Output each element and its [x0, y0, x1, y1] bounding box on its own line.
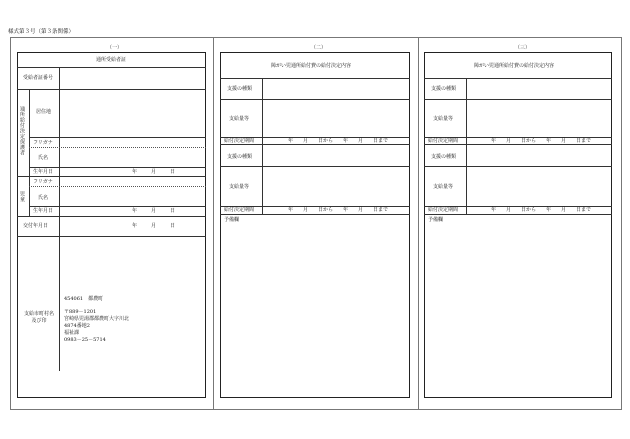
child-birth-year: 年 — [132, 208, 138, 214]
p2-service-type-label-1: 支援の種類 — [227, 86, 253, 92]
p2-remarks-label: 予備欄 — [224, 217, 240, 223]
p2-service-type-label-2: 支援の種類 — [227, 154, 253, 160]
p3-service-type-label-1: 支援の種類 — [431, 86, 457, 92]
p2-decision-period-label-1: 給付決定期間 — [224, 138, 255, 144]
panel-divider-2 — [418, 37, 419, 410]
p3-decision-period-label-2: 給付決定期間 — [428, 207, 459, 213]
issuer-address2: 4874番地2 — [64, 323, 90, 329]
p3-period-text-1: 年 月 日から 年 月 日まで — [491, 138, 592, 144]
p3-supply-amount-label-1: 支給量等 — [433, 116, 454, 122]
panel-2-heading: 障がい児通所給付費の給付決定内容 — [271, 63, 352, 69]
municipality-label: 支給市町村名及び印 — [23, 311, 54, 324]
issuer-address: 宮崎県児湯郡都農町大字川北 — [64, 316, 130, 322]
guardian-name-label: 氏名 — [38, 155, 49, 161]
p2-supply-amount-label-2: 支給量等 — [229, 184, 250, 190]
child-name-label: 氏名 — [38, 195, 49, 201]
p2-decision-period-label-2: 給付決定期間 — [224, 207, 255, 213]
issuer-department: 福祉課 — [64, 330, 80, 336]
p2-supply-amount-label-1: 支給量等 — [229, 116, 250, 122]
child-birth-month: 月 — [151, 208, 157, 214]
issuer-code-town: 454061 都農町 — [64, 296, 104, 302]
panel-2-box — [220, 52, 410, 398]
panel-3-number: （三） — [515, 45, 531, 51]
child-furigana-label: フリガナ — [33, 179, 53, 185]
p2-period-text-2: 年 月 日から 年 月 日まで — [288, 207, 389, 213]
panel-1-number: （一） — [107, 45, 123, 51]
p3-decision-period-label-1: 給付決定期間 — [428, 138, 459, 144]
panel-2-number: （二） — [311, 45, 327, 51]
p3-remarks-label: 予備欄 — [428, 217, 444, 223]
address-label: 居住地 — [36, 109, 52, 115]
child-birth-day: 日 — [170, 208, 176, 214]
panel-3-heading: 障がい児通所給付費の給付決定内容 — [474, 63, 555, 69]
form-title: 様式第３号（第３条関係） — [8, 29, 75, 35]
guardian-birth-month: 月 — [151, 169, 157, 175]
child-birthdate-label: 生年月日 — [33, 208, 54, 214]
issuer-postal: 〒889－1201 — [64, 309, 97, 315]
issuer-phone: 0983－25－5714 — [64, 337, 106, 343]
recipient-number-label: 受給者証番号 — [23, 75, 54, 81]
panel-divider-1 — [213, 37, 214, 410]
p2-period-text-1: 年 月 日から 年 月 日まで — [288, 138, 389, 144]
issue-date-label: 交付年月日 — [23, 223, 49, 229]
issue-month: 月 — [151, 223, 157, 229]
guardian-section-label: 通所給付決定保護者 — [19, 106, 25, 156]
guardian-birth-year: 年 — [132, 169, 138, 175]
issue-day: 日 — [170, 223, 176, 229]
p3-supply-amount-label-2: 支給量等 — [433, 184, 454, 190]
child-section-label: 児童 — [19, 191, 25, 202]
guardian-birthdate-label: 生年月日 — [33, 169, 54, 175]
panel-1-heading: 通所受給者証 — [96, 57, 127, 63]
issue-year: 年 — [132, 223, 138, 229]
guardian-birth-day: 日 — [170, 169, 176, 175]
p3-service-type-label-2: 支援の種類 — [431, 154, 457, 160]
p3-period-text-2: 年 月 日から 年 月 日まで — [491, 207, 592, 213]
panel-3-box — [424, 52, 612, 398]
guardian-furigana-label: フリガナ — [33, 140, 53, 146]
